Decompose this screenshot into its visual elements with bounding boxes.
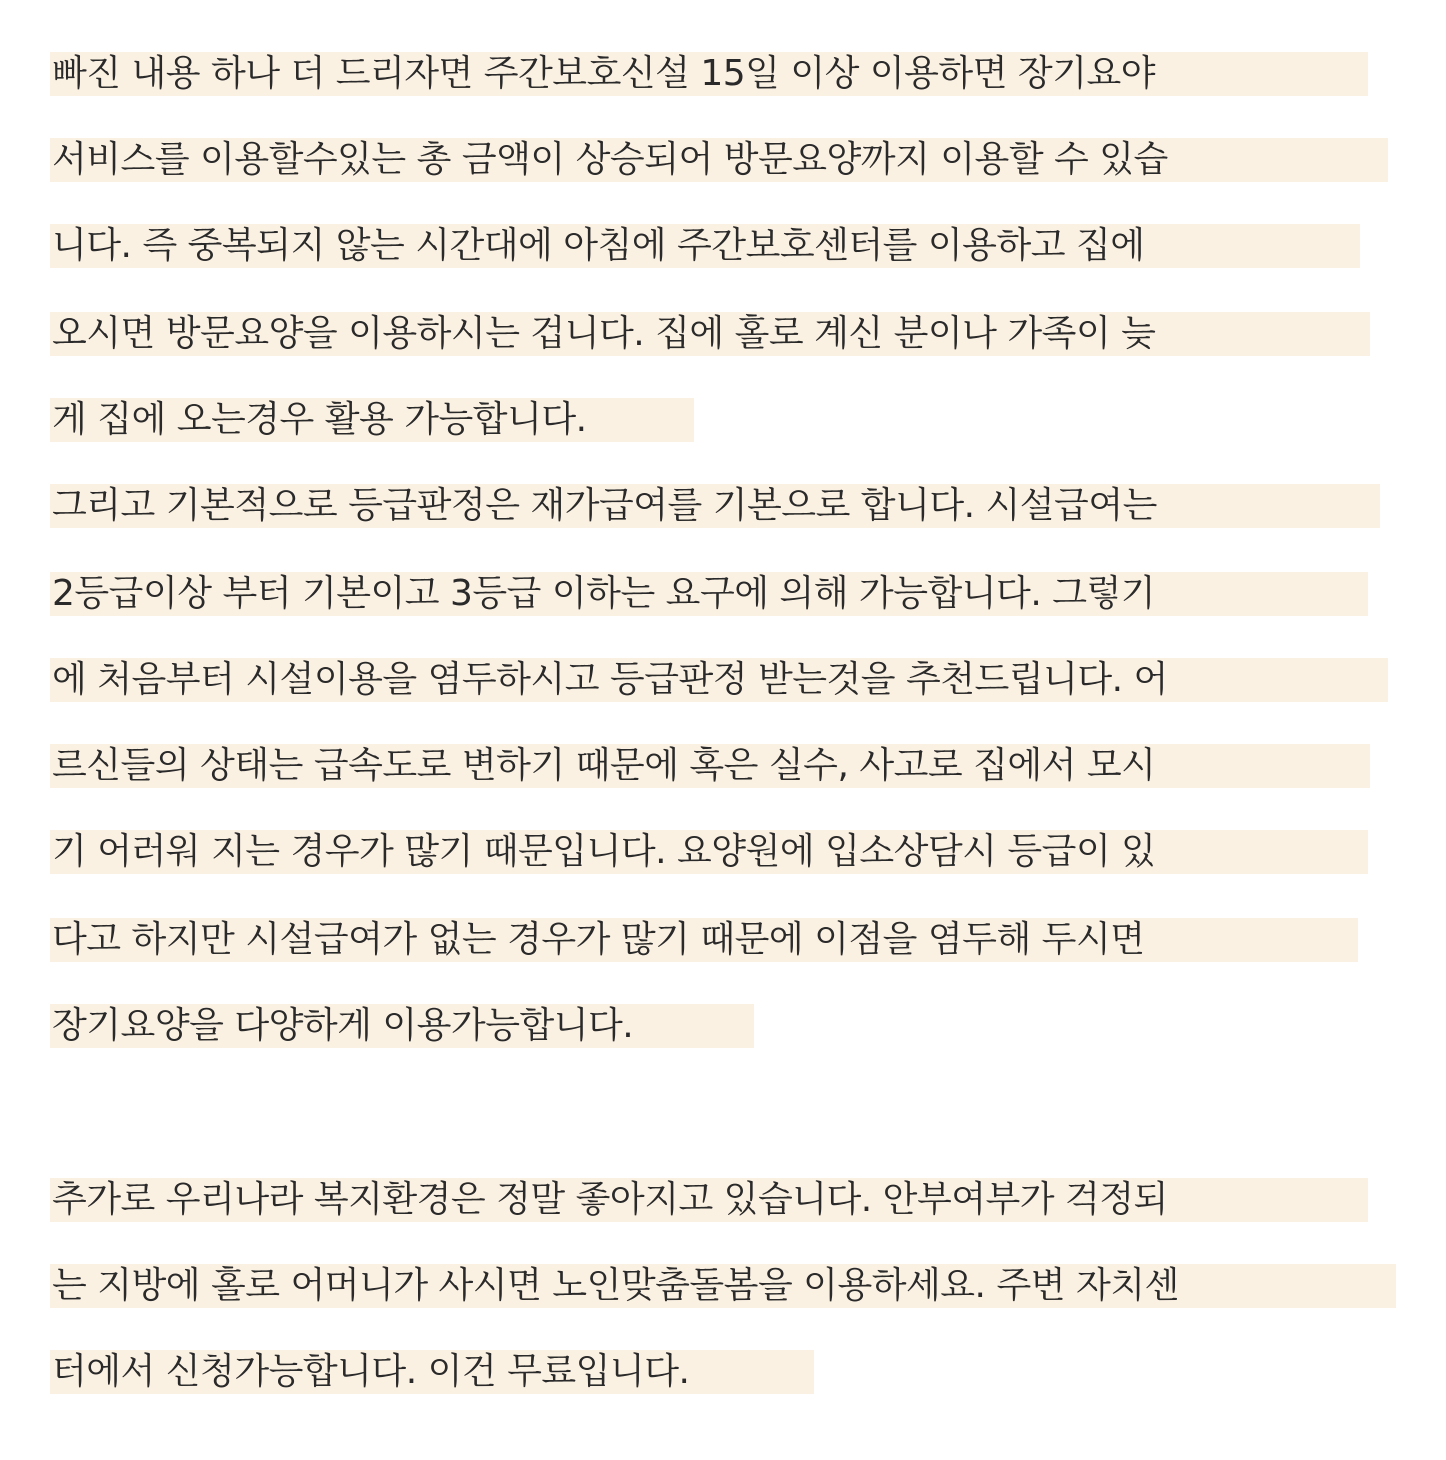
text-line: 그리고 기본적으로 등급판정은 재가급여를 기본으로 합니다. 시설급여는	[50, 484, 1380, 528]
text-line: 빠진 내용 하나 더 드리자면 주간보호신설 15일 이상 이용하면 장기요야	[50, 52, 1368, 96]
text-line: 서비스를 이용할수있는 총 금액이 상승되어 방문요양까지 이용할 수 있습	[50, 138, 1388, 182]
text-line: 게 집에 오는경우 활용 가능합니다.	[50, 398, 694, 442]
text-line: 다고 하지만 시설급여가 없는 경우가 많기 때문에 이점을 염두해 두시면	[50, 918, 1358, 962]
text-line: 니다. 즉 중복되지 않는 시간대에 아침에 주간보호센터를 이용하고 집에	[50, 224, 1360, 268]
text-line: 에 처음부터 시설이용을 염두하시고 등급판정 받는것을 추천드립니다. 어	[50, 658, 1388, 702]
text-line: 장기요양을 다양하게 이용가능합니다.	[50, 1004, 754, 1048]
text-line: 2등급이상 부터 기본이고 3등급 이하는 요구에 의해 가능합니다. 그렇기	[50, 572, 1368, 616]
text-line: 추가로 우리나라 복지환경은 정말 좋아지고 있습니다. 안부여부가 걱정되	[50, 1178, 1368, 1222]
text-line: 르신들의 상태는 급속도로 변하기 때문에 혹은 실수, 사고로 집에서 모시	[50, 744, 1370, 788]
text-line: 터에서 신청가능합니다. 이건 무료입니다.	[50, 1350, 814, 1394]
text-line: 오시면 방문요양을 이용하시는 겁니다. 집에 홀로 계신 분이나 가족이 늦	[50, 312, 1370, 356]
text-line: 는 지방에 홀로 어머니가 사시면 노인맞춤돌봄을 이용하세요. 주변 자치센	[50, 1264, 1396, 1308]
text-line: 기 어러워 지는 경우가 많기 때문입니다. 요양원에 입소상담시 등급이 있	[50, 830, 1368, 874]
